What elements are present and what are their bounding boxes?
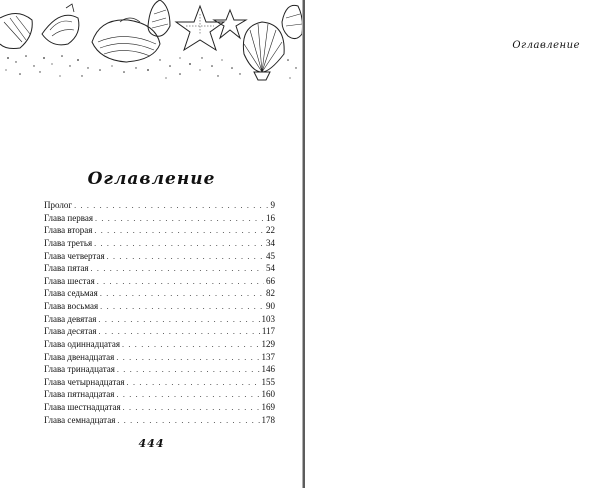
left-page	[0, 0, 303, 488]
dot-leader	[116, 389, 259, 402]
toc-entry	[44, 338, 275, 351]
toc-entry-title: Глава четвертая	[44, 250, 105, 261]
toc-title: Оглавление	[87, 169, 216, 189]
toc-entry-page: 178	[261, 414, 275, 425]
toc-entry-title: Глава одиннадцатая	[44, 338, 120, 349]
toc-entry-title: Глава первая	[44, 212, 93, 223]
dot-leader	[91, 263, 264, 276]
toc-entry-page: 34	[266, 237, 275, 248]
toc-entry-title: Глава двенадцатая	[44, 351, 115, 362]
dot-leader	[95, 213, 264, 226]
toc-entry-title: Глава вторая	[44, 225, 93, 236]
toc-entry	[44, 376, 275, 389]
toc-entry-title: Глава пятнадцатая	[44, 389, 115, 400]
toc-entry-page: 137	[261, 351, 275, 362]
toc-entry-title: Глава девятая	[44, 313, 97, 324]
toc-entry-page: 54	[266, 263, 275, 274]
toc-entry-page: 16	[266, 212, 275, 223]
toc-entry-title: Пролог	[44, 200, 73, 210]
toc-entry-title: Глава шестнадцатая	[44, 402, 121, 412]
dot-leader	[122, 339, 260, 352]
toc-entry-page: 22	[266, 225, 275, 236]
toc-entry-page: 82	[266, 288, 275, 299]
toc-entry-page: 129	[261, 338, 275, 349]
toc-entry-title: Глава третья	[44, 237, 93, 248]
dot-leader	[117, 415, 259, 428]
toc-entry-title: Глава тринадцатая	[44, 364, 115, 375]
dot-leader	[127, 377, 260, 390]
toc-entry	[44, 300, 275, 313]
dot-leader	[94, 238, 264, 251]
toc-entry-title: Глава четырнадцатая	[44, 376, 125, 387]
seashell-border-illustration	[0, 0, 303, 92]
toc-entry	[44, 224, 275, 237]
toc-entry	[44, 250, 275, 263]
toc-entry	[44, 275, 275, 288]
toc-list-left	[44, 199, 275, 426]
toc-entry-title: Глава семнадцатая	[44, 414, 116, 425]
toc-entry-title: Глава десятая	[44, 326, 97, 337]
toc-entry-page: 66	[266, 275, 275, 286]
dot-leader	[100, 301, 264, 314]
toc-entry	[44, 287, 275, 300]
toc-entry-page: 169	[261, 402, 275, 412]
toc-entry	[44, 351, 275, 364]
toc-entry-title: Глава пятая	[44, 263, 89, 274]
right-page	[305, 0, 608, 488]
toc-entry	[44, 237, 275, 250]
toc-entry	[44, 363, 275, 376]
toc-entry	[44, 262, 275, 275]
toc-entry-title: Глава шестая	[44, 275, 95, 286]
dot-leader	[123, 402, 260, 415]
dot-leader	[98, 314, 259, 327]
toc-entry	[44, 325, 275, 338]
dot-leader	[99, 326, 260, 339]
dot-leader	[74, 200, 268, 213]
page-number: 444	[138, 437, 165, 450]
toc-entry	[44, 401, 275, 414]
toc-entry-title: Глава седьмая	[44, 288, 98, 299]
toc-entry	[44, 414, 275, 427]
toc-entry-page: 103	[261, 313, 275, 324]
toc-entry-page: 45	[266, 250, 275, 261]
toc-entry	[44, 212, 275, 225]
dot-leader	[100, 288, 264, 301]
toc-entry	[44, 388, 275, 401]
dot-leader	[97, 276, 264, 289]
dot-leader	[116, 352, 259, 365]
dot-leader	[94, 225, 264, 238]
toc-entry-page: 9	[270, 200, 275, 210]
toc-entry-page: 117	[261, 326, 275, 337]
dot-leader	[107, 251, 264, 264]
toc-entry-page: 90	[266, 301, 275, 311]
toc-entry-page: 160	[261, 389, 275, 400]
toc-entry	[44, 199, 275, 212]
toc-entry-page: 155	[261, 376, 275, 387]
running-header: Оглавление	[512, 40, 580, 51]
dot-leader	[117, 364, 260, 377]
toc-entry-title: Глава восьмая	[44, 301, 99, 311]
toc-entry	[44, 313, 275, 326]
toc-entry-page: 146	[261, 364, 275, 375]
